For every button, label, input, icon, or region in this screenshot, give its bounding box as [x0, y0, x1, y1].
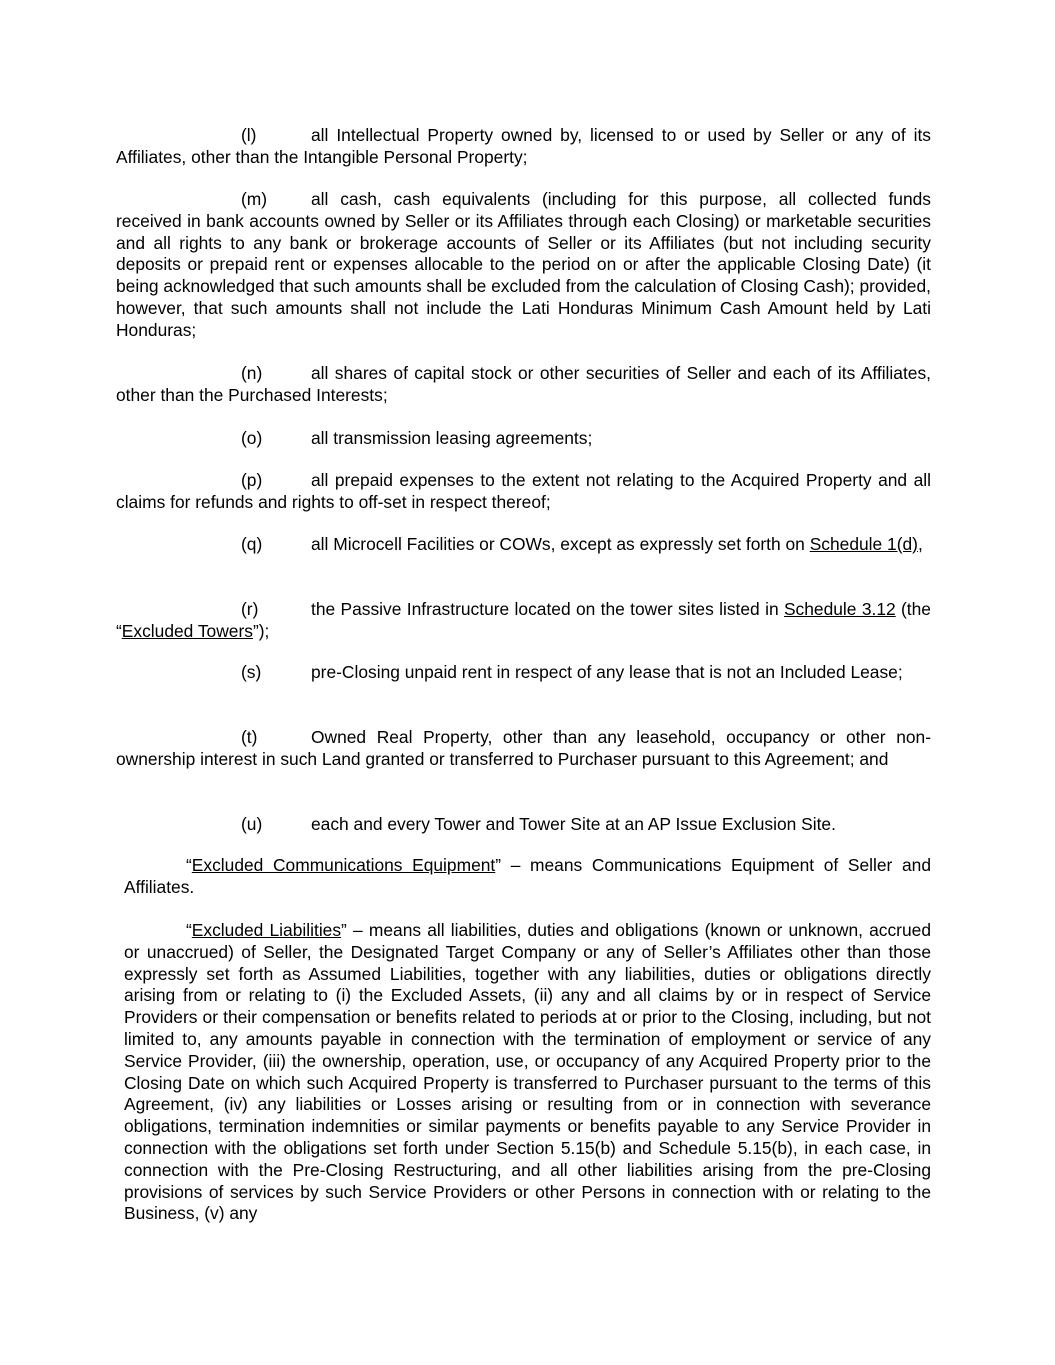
clause-text: all transmission leasing agreements; — [311, 428, 593, 448]
clause-r — [116, 599, 931, 643]
defined-term: Excluded Liabilities — [191, 920, 342, 940]
clause-text-mid: (the “ — [116, 599, 931, 641]
clause-m — [116, 189, 931, 342]
clause-l — [116, 125, 931, 169]
clause-u — [116, 814, 931, 836]
clause-o — [116, 428, 931, 450]
clause-q — [116, 534, 931, 556]
clause-text: all Microcell Facilities or COWs, except as expressly set forth on — [311, 534, 810, 554]
open-quote: “ — [186, 920, 192, 940]
clause-s — [116, 662, 931, 684]
clause-label: (t) — [241, 727, 258, 747]
clause-text-end: , — [917, 534, 923, 554]
open-quote: “ — [186, 855, 192, 875]
clause-label: (r) — [241, 599, 259, 619]
clause-text: each and every Tower and Tower Site at an AP Issue Exclusion Site. — [311, 814, 836, 834]
definition-text: ” – means Communications Equipment of Seller and Affiliates. — [124, 855, 931, 897]
clause-label: (p) — [241, 470, 263, 490]
clause-label: (o) — [241, 428, 263, 448]
clause-text: all Intellectual Property owned by, licensed to or used by Seller or any of its Affiliates, other than the Intangible Personal Property; — [116, 125, 931, 167]
clause-text: pre-Closing unpaid rent in respect of any lease that is not an Included Lease; — [311, 662, 903, 682]
clause-text: Owned Real Property, other than any leasehold, occupancy or other non-ownership interest in such Land granted or transferred to Purchaser pursuant to this Agreement; and — [116, 727, 931, 769]
definition-text: ” – means all liabilities, duties and obligations (known or unknown, accrued or unaccrued) of Seller, the Designated Target Company or any of Seller’s Affiliates other than those expressly set forth as Assumed Liabilities, together with any liabilities, duties or obligations directly arising from or relating to (i) the Excluded Assets, (ii) any and all claims by or in respect of Service Providers or their compensation or benefits related to periods at or prior to the Closing, including, but not limited to, any amounts payable in connection with the termination of employment or service of any Service Provider, (iii) the ownership, operation, use, or occupancy of any Acquired Property prior to the Closing Date on which such Acquired Property is transferred to Purchaser pursuant to the terms of this Agreement, (iv) any liabilities or Losses arising or resulting from or in connection with severance obligations, termination indemnities or similar payments or benefits payable to any Service Provider in connection with the obligations set forth under Section 5.15(b) and Schedule 5.15(b), in each case, in connection with the Pre-Closing Restructuring, and all other liabilities arising from the pre-Closing provisions of services by such Service Providers or other Persons in connection with or relating to the Business, (v) any — [124, 920, 931, 1224]
clause-text: the Passive Infrastructure located on the tower sites listed in — [311, 599, 784, 619]
clause-text-end: ”); — [252, 620, 270, 641]
clause-t — [116, 727, 931, 771]
clause-text: all prepaid expenses to the extent not relating to the Acquired Property and all claims for refunds and rights to off-set in respect thereof; — [116, 470, 931, 512]
clause-label: (q) — [241, 534, 263, 554]
schedule-link: Schedule 1(d) — [809, 534, 918, 554]
definition-excluded-liabilities — [124, 920, 931, 1225]
clause-p — [116, 470, 931, 514]
schedule-link: Schedule 3.12 — [783, 599, 896, 619]
clause-text: all shares of capital stock or other securities of Seller and each of its Affiliates, other than the Purchased Interests; — [116, 363, 931, 405]
clause-n — [116, 363, 931, 407]
clause-label: (n) — [241, 363, 263, 383]
clause-text: all cash, cash equivalents (including for this purpose, all collected funds received in bank accounts owned by Seller or its Affiliates through each Closing) or marketable securities and all rights to any bank or brokerage accounts of Seller or its Affiliates (but not including security deposits or prepaid rent or expenses allocable to the period on or after the applicable Closing Date) (it being acknowledged that such amounts shall be excluded from the calculation of Closing Cash); provided, however, that such amounts shall not include the Lati Honduras Minimum Cash Amount held by Lati Honduras; — [116, 189, 931, 340]
defined-term: Excluded Communications Equipment — [191, 855, 496, 875]
definition-excluded-communications-equipment — [124, 855, 931, 899]
clause-label: (u) — [241, 814, 263, 834]
defined-term: Excluded Towers — [121, 620, 253, 641]
clause-label: (s) — [241, 662, 262, 682]
clause-label: (m) — [241, 189, 268, 209]
clause-label: (l) — [241, 125, 257, 145]
